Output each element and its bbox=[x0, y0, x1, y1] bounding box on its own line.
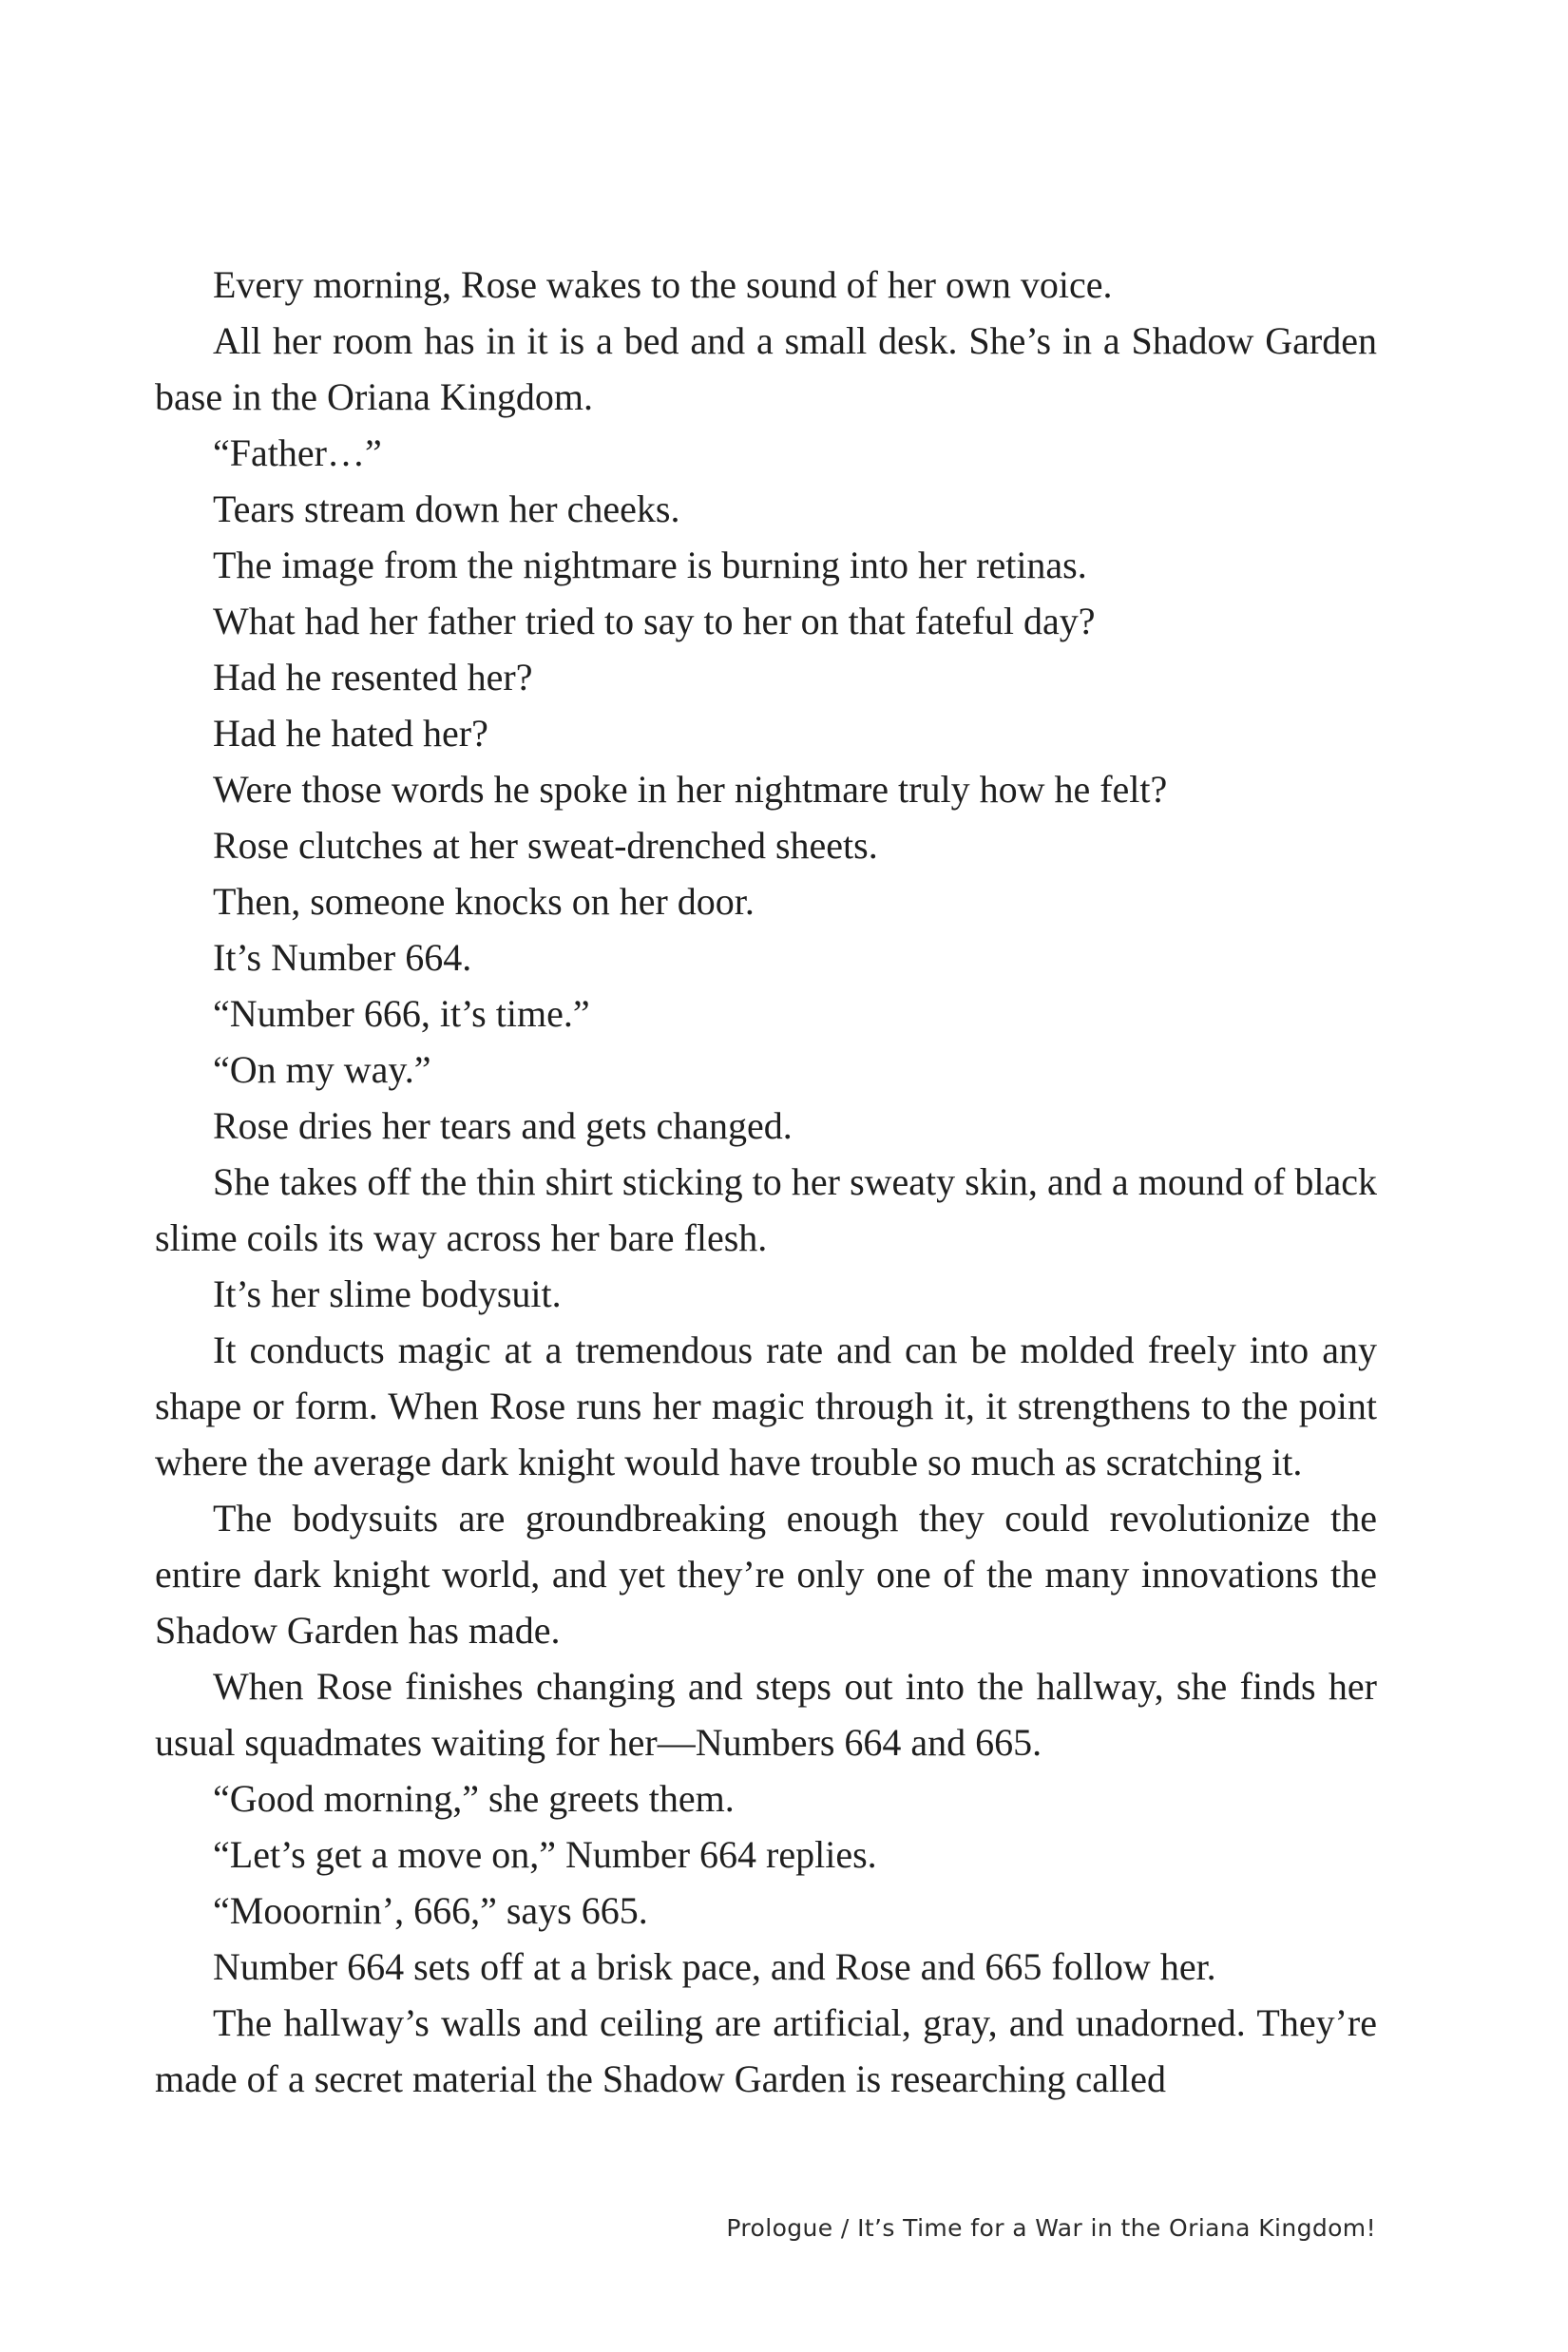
paragraph: Had he resented her? bbox=[213, 656, 533, 698]
paragraph: Rose dries her tears and gets changed. bbox=[213, 1104, 793, 1147]
paragraph: “Number 666, it’s time.” bbox=[213, 992, 590, 1035]
paragraph: All her room has in it is a bed and a small desk. She’s in a Shadow Garden base in the Oriana Kingdom. bbox=[155, 319, 1377, 418]
paragraph: “Mooornin’, 666,” says 665. bbox=[213, 1889, 648, 1932]
paragraph: Every morning, Rose wakes to the sound of her own voice. bbox=[213, 263, 1113, 306]
paragraph: What had her father tried to say to her on that fateful day? bbox=[213, 600, 1096, 642]
paragraph: Had he hated her? bbox=[213, 712, 488, 755]
paragraph: When Rose finishes changing and steps out into the hallway, she finds her usual squadmates waiting for her—Numbers 664 and 665. bbox=[155, 1665, 1377, 1764]
paragraph: It’s Number 664. bbox=[213, 936, 472, 979]
paragraph: Then, someone knocks on her door. bbox=[213, 880, 755, 923]
paragraph: The bodysuits are groundbreaking enough they could revolutionize the entire dark knight world, and yet they’re only one of the many innovations the Shadow Garden has made. bbox=[155, 1497, 1377, 1652]
paragraph: Rose clutches at her sweat-drenched sheets. bbox=[213, 824, 878, 867]
paragraph: Number 664 sets off at a brisk pace, and Rose and 665 follow her. bbox=[213, 1945, 1216, 1988]
body-text bbox=[155, 257, 1377, 2107]
paragraph: The image from the nightmare is burning into her retinas. bbox=[213, 544, 1087, 586]
paragraph: Were those words he spoke in her nightmare truly how he felt? bbox=[213, 768, 1168, 811]
paragraph: It conducts magic at a tremendous rate and can be molded freely into any shape or form. When Rose runs her magic through it, it strengthens to the point where the average dark knight would have trouble so much as scratching it. bbox=[155, 1329, 1377, 1483]
running-footer: Prologue / It’s Time for a War in the Oriana Kingdom! bbox=[726, 2214, 1376, 2242]
paragraph: “Let’s get a move on,” Number 664 replies. bbox=[213, 1833, 877, 1876]
paragraph: It’s her slime bodysuit. bbox=[213, 1272, 562, 1315]
paragraph: “Father…” bbox=[213, 431, 382, 474]
paragraph: “Good morning,” she greets them. bbox=[213, 1777, 735, 1820]
paragraph: “On my way.” bbox=[213, 1048, 431, 1091]
paragraph: She takes off the thin shirt sticking to her sweaty skin, and a mound of black slime coils its way across her bare flesh. bbox=[155, 1160, 1377, 1259]
paragraph: The hallway’s walls and ceiling are artificial, gray, and unadorned. They’re made of a secret material the Shadow Garden is researching called bbox=[155, 2001, 1377, 2100]
paragraph: Tears stream down her cheeks. bbox=[213, 488, 680, 530]
